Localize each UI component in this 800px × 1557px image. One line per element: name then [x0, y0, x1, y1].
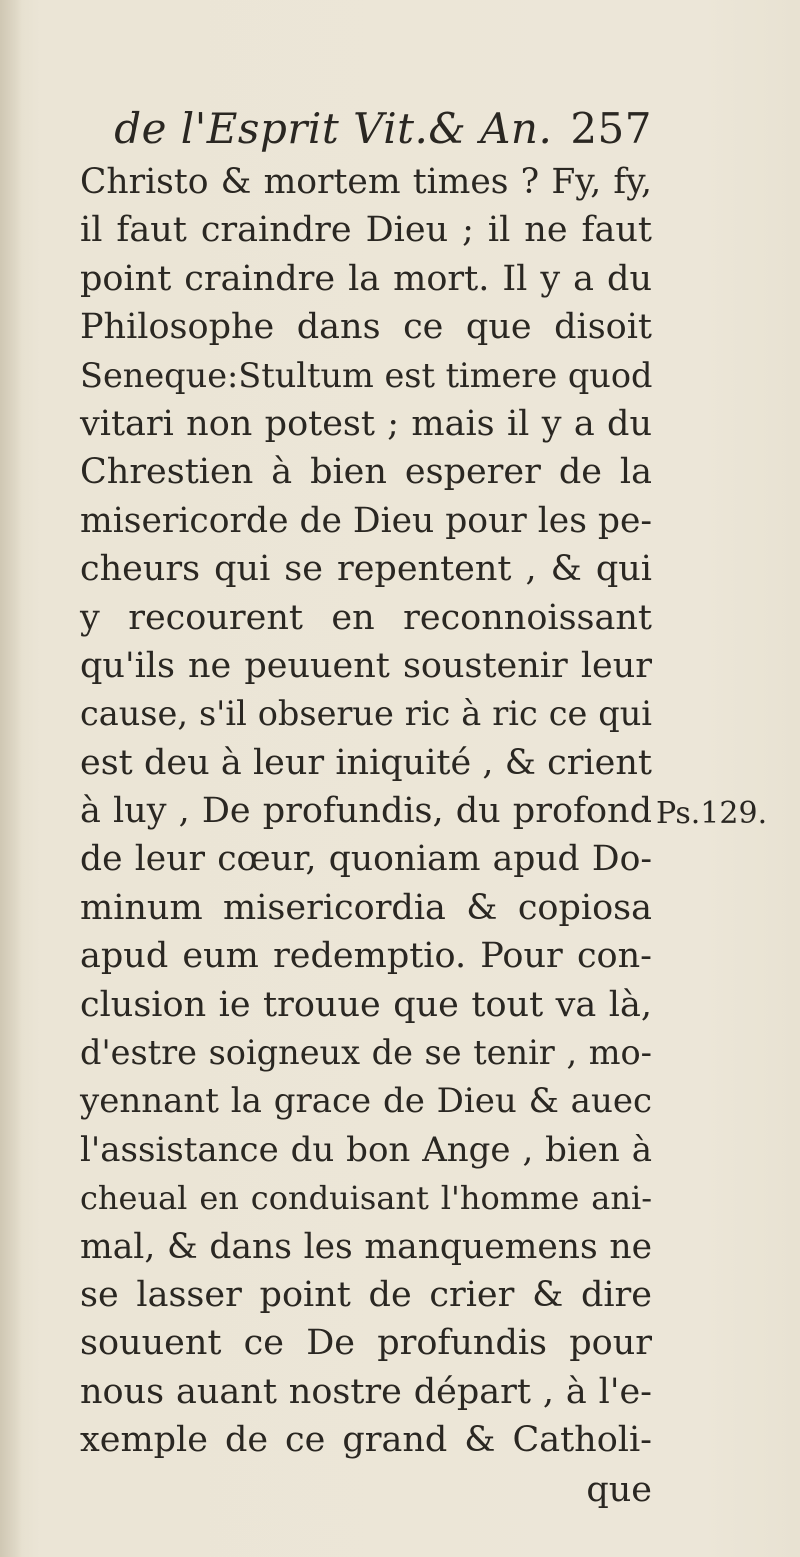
catchword: que — [586, 1469, 652, 1510]
text-line: apud eum redemptio. Pour con- — [80, 936, 652, 977]
text-line: Philosophe dans ce que disoit — [80, 307, 652, 348]
text-line: à luy , De profundis, du profond — [80, 791, 652, 832]
text-line: d'estre soigneux de se tenir , mo- — [80, 1033, 652, 1073]
text-line: cheual en conduisant l'homme ani- — [80, 1179, 652, 1218]
text-line: vitari non potest ; mais il y a du — [80, 403, 652, 444]
running-title: de l'Esprit Vit.& An. — [114, 104, 553, 153]
page-number: 257 — [570, 104, 652, 153]
running-header — [80, 100, 652, 158]
text-line: il faut craindre Dieu ; il ne faut — [80, 210, 652, 251]
text-line: se lasser point de crier & dire — [80, 1274, 652, 1315]
text-line: est deu à leur iniquité , & crient — [80, 742, 652, 783]
text-line: qu'ils ne peuuent soustenir leur — [80, 645, 652, 686]
page-gutter — [0, 0, 22, 1557]
text-line: Seneque:Stultum est timere quod — [80, 355, 653, 395]
text-line: y recourent en reconnoissant — [80, 597, 652, 638]
text-line: mal, & dans les manquemens ne — [80, 1226, 652, 1267]
text-line: souuent ce De profundis pour — [80, 1323, 652, 1364]
text-line: nous auant nostre départ , à l'e- — [80, 1371, 652, 1412]
text-line: xemple de ce grand & Catholi- — [80, 1420, 652, 1461]
text-line: point craindre la mort. Il y a du — [80, 258, 652, 299]
text-line: yennant la grace de Dieu & auec — [80, 1081, 652, 1122]
text-line: l'assistance du bon Ange , bien à — [80, 1129, 652, 1170]
text-line: de leur cœur, quoniam apud Do- — [80, 839, 652, 880]
text-line: cheurs qui se repentent , & qui — [80, 549, 652, 590]
text-line: Christo & mortem times ? Fy, fy, — [80, 162, 652, 202]
text-block — [80, 100, 652, 1515]
margin-note: Ps.129. — [656, 796, 768, 831]
text-line: clusion ie trouue que tout va là, — [80, 984, 652, 1025]
text-line: misericorde de Dieu pour les pe- — [80, 500, 653, 541]
text-line: Chrestien à bien esperer de la — [80, 452, 652, 493]
text-line: minum misericordia & copiosa — [80, 887, 652, 928]
text-line: cause, s'il obserue ric à ric ce qui — [80, 694, 652, 734]
